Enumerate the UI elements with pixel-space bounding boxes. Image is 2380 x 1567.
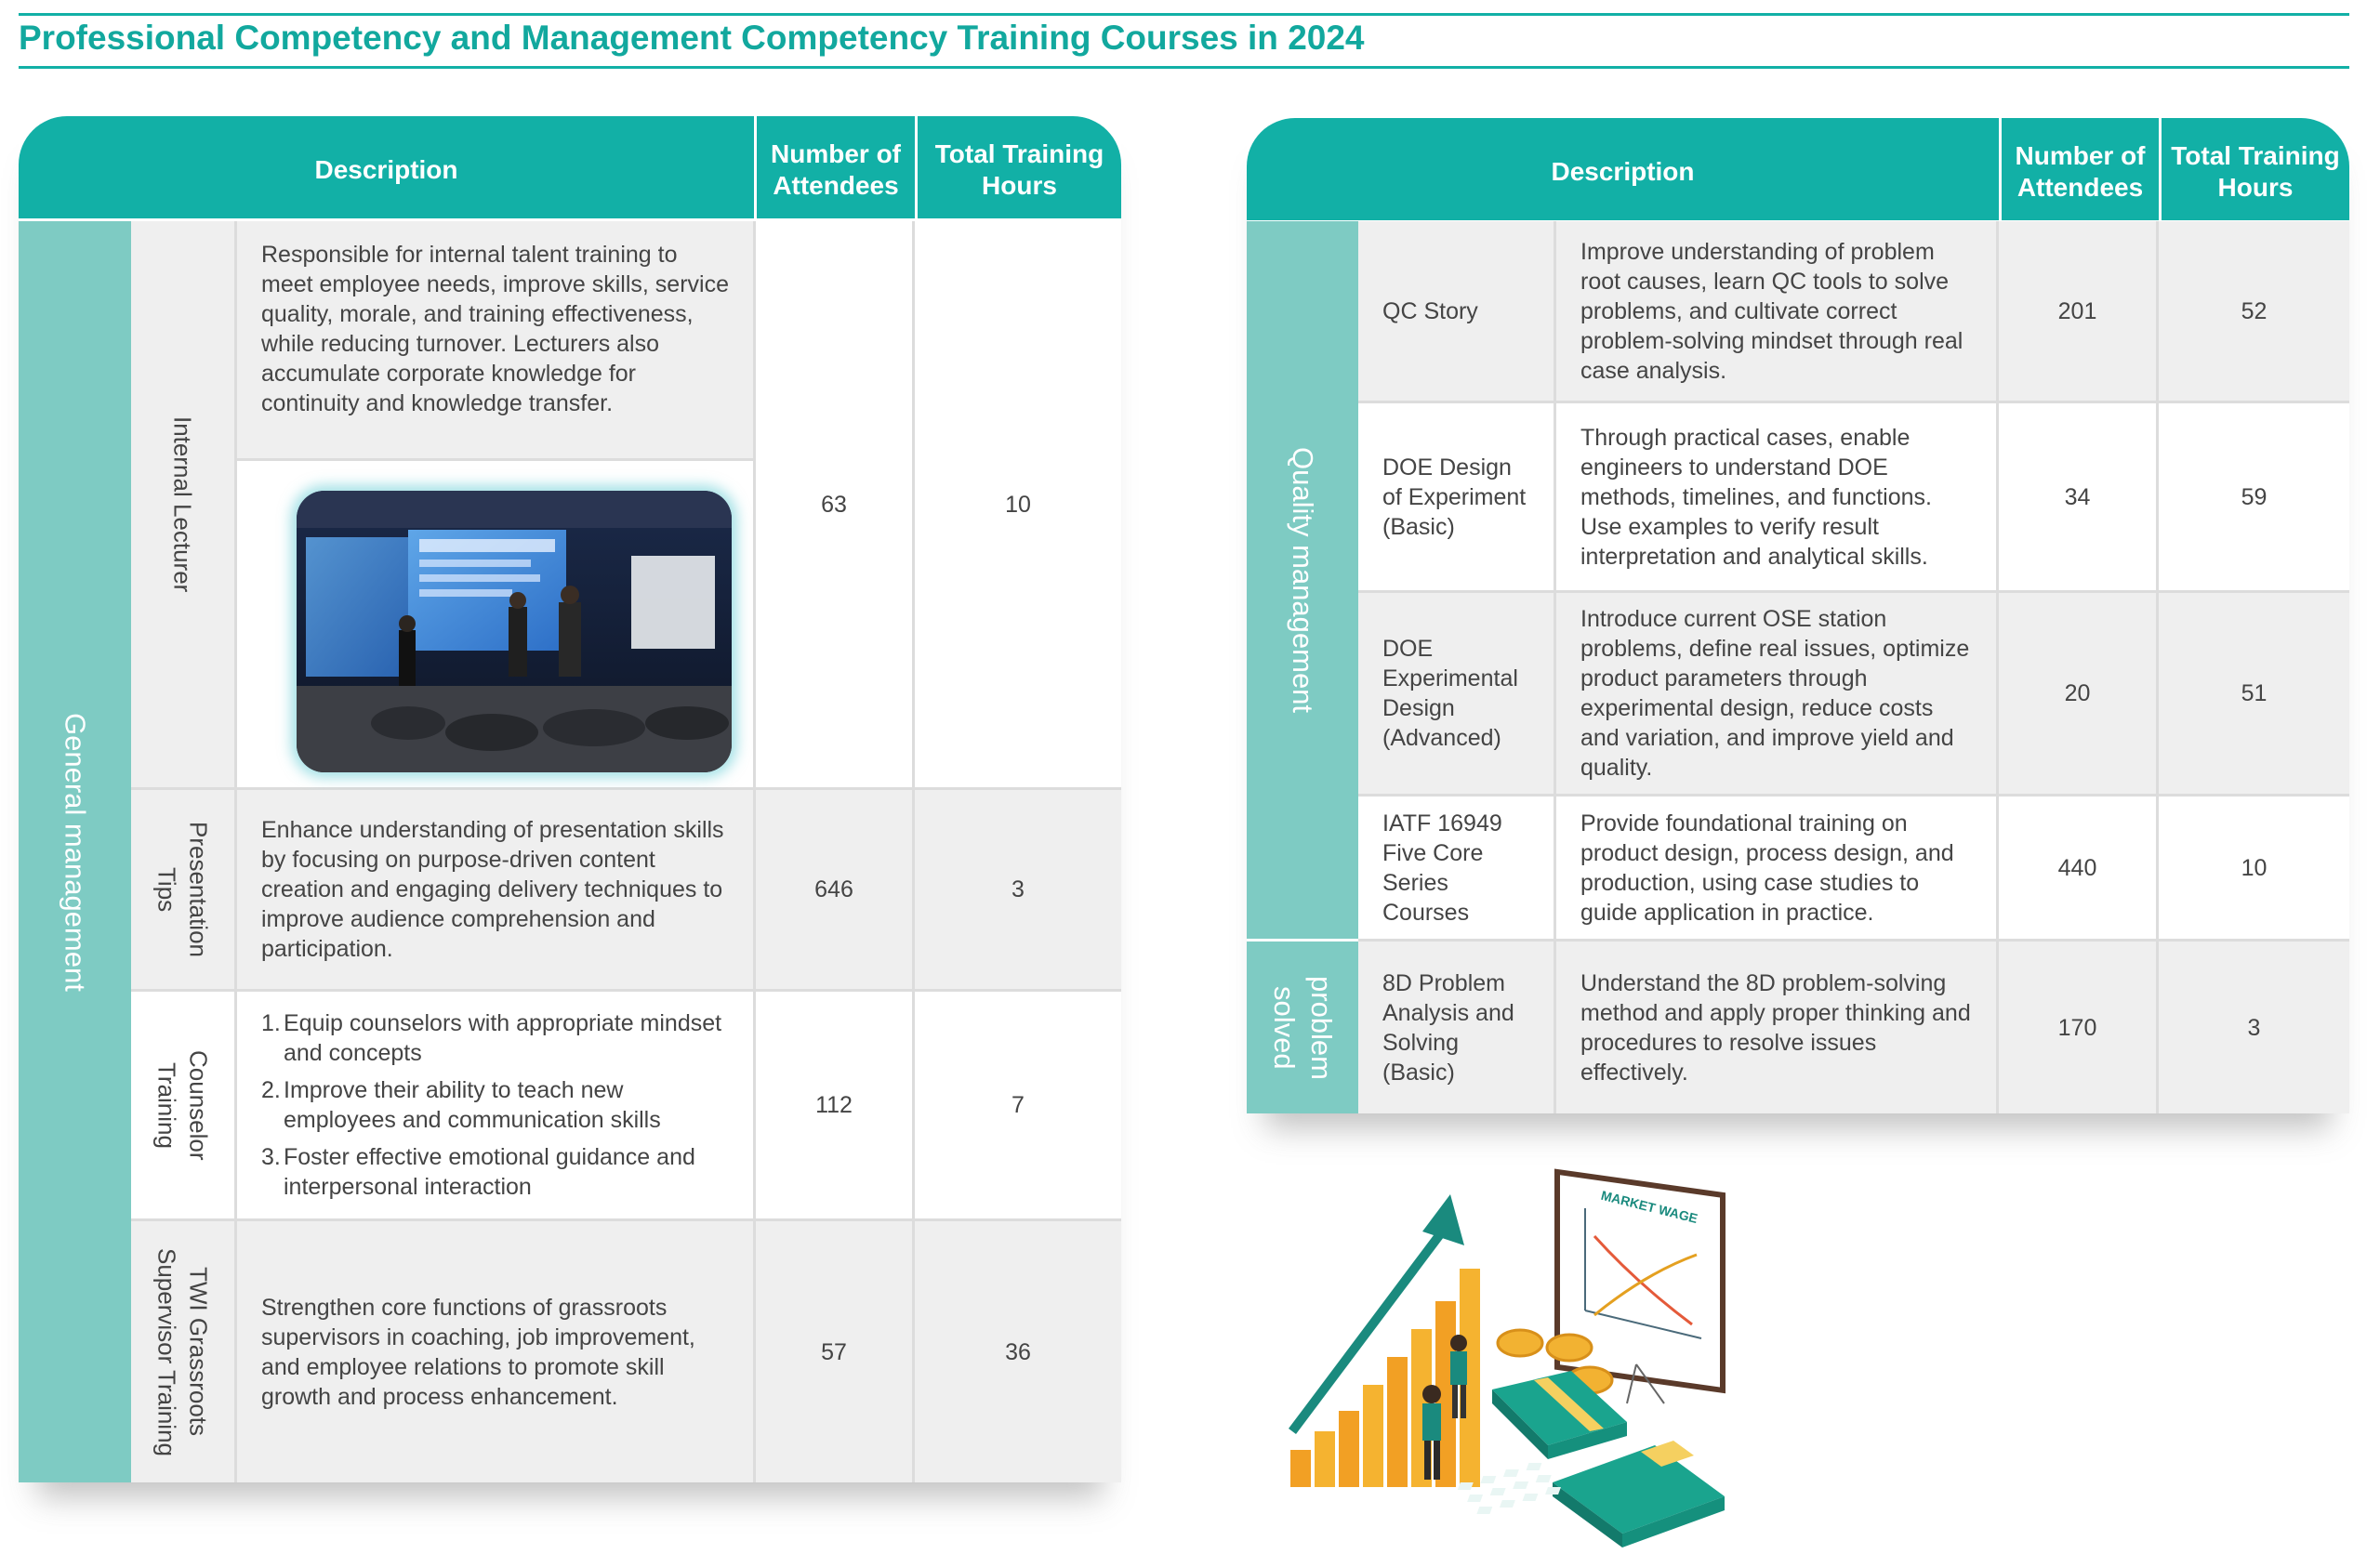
course-name-cell <box>131 221 237 787</box>
course-name: Internal Lecturer <box>168 415 197 593</box>
person-icon <box>1450 1335 1467 1418</box>
course-description: Enhance understanding of presentation skills by focusing on purpose-driven content creation and engaging delivery techniques to improve audience comprehension and participation. <box>237 790 756 989</box>
course-name: 8D Problem Analysis and Solving (Basic) <box>1358 942 1556 1113</box>
course-description: Responsible for internal talent training to meet employee needs, improve skills, service quality, morale, and training effectiveness, while reducing turnover. Lecturers also accumulate corporate knowledge for continuity and knowledge transfer. <box>237 221 753 461</box>
table-header <box>1247 118 2349 220</box>
course-description: Strengthen core functions of grassroots supervisors in coaching, job improvement, and employee relations to promote skill growth and process enhancement. <box>237 1221 756 1482</box>
course-name-cell <box>131 1221 237 1482</box>
title-top-rule <box>19 13 2349 16</box>
table-row <box>131 1221 1121 1482</box>
attendees-value: 57 <box>756 1221 915 1482</box>
hours-value: 10 <box>2241 854 2268 881</box>
table-row <box>1358 221 2349 403</box>
course-objectives <box>237 992 756 1218</box>
hours-value: 36 <box>1005 1338 1031 1365</box>
list-item: 1. Equip counselors with appropriate mindset and concepts <box>261 1010 722 1066</box>
table-row <box>1358 942 2349 1113</box>
attendees-value: 63 <box>756 221 915 787</box>
header-description: Description <box>1551 157 1695 186</box>
course-name: IATF 16949 Five Core Series Courses <box>1358 797 1556 939</box>
list-item: 2. Improve their ability to teach new employees and communication skills <box>261 1077 661 1133</box>
category-problem-solved <box>1247 942 1358 1113</box>
header-attendees: Number of Attendees <box>754 116 915 218</box>
course-description: Provide foundational training on product design, process design, and production, using case studies to guide application in practice. <box>1556 797 1999 939</box>
board-label: MARKET WAGE <box>1599 1187 1699 1227</box>
list-item: 3. Foster effective emotional guidance and interpersonal interaction <box>261 1144 695 1200</box>
category-label: problem solved <box>1268 975 1338 1080</box>
table-row <box>131 790 1121 992</box>
attendees-value: 170 <box>1999 942 2159 1113</box>
hours-value: 52 <box>2241 297 2268 324</box>
title-bottom-rule <box>19 66 2349 69</box>
page-title: Professional Competency and Management Competency Training Courses in 2024 <box>19 19 1365 57</box>
hours-value: 7 <box>1012 1092 1025 1118</box>
attendees-value: 440 <box>1999 797 2159 939</box>
finance-illustration <box>1274 1152 1757 1561</box>
course-name: TWI Grassroots Supervisor Training <box>152 1247 213 1456</box>
training-session-photo <box>297 491 732 772</box>
attendees-value: 201 <box>1999 221 2159 401</box>
header-description: Description <box>314 155 458 184</box>
category-general-management <box>19 221 131 1482</box>
hours-value: 51 <box>2241 680 2268 706</box>
course-description: Through practical cases, enable engineers to understand DOE methods, timelines, and functions. Use examples to verify result interpretation and analytical skills. <box>1556 403 1999 590</box>
attendees-value: 34 <box>1999 403 2159 590</box>
course-description: Improve understanding of problem root causes, learn QC tools to solve problems, and cultivate correct problem-solving mindset through real case analysis. <box>1556 221 1999 401</box>
course-name: DOE Experimental Design (Advanced) <box>1358 593 1556 794</box>
table-row <box>131 992 1121 1221</box>
table-header <box>19 116 1121 218</box>
description-cell <box>237 221 756 787</box>
hours-value: 3 <box>1012 876 1025 902</box>
objective-list <box>261 1008 734 1202</box>
category-label: General management <box>59 712 92 992</box>
course-name-cell <box>131 992 237 1218</box>
course-name: Counselor Training <box>152 1049 213 1161</box>
attendees-value: 20 <box>1999 593 2159 794</box>
attendees-value: 646 <box>756 790 915 989</box>
hours-value: 3 <box>2247 1014 2261 1041</box>
general-management-table <box>19 116 1121 1482</box>
header-hours: Total Training Hours <box>2159 118 2349 220</box>
table-row <box>1358 797 2349 942</box>
hours-value: 59 <box>2241 483 2268 510</box>
header-attendees: Number of Attendees <box>1999 118 2159 220</box>
category-label: Quality management <box>1287 446 1319 714</box>
category-quality-management <box>1247 221 1358 939</box>
table-row <box>1358 403 2349 593</box>
course-description: Understand the 8D problem-solving method and apply proper thinking and procedures to resolve issues effectively. <box>1556 942 1999 1113</box>
table-row <box>1358 593 2349 797</box>
calculator-icon <box>1458 1441 1725 1547</box>
attendees-value: 112 <box>756 992 915 1218</box>
classroom-photo-image <box>297 491 732 772</box>
course-name-cell <box>131 790 237 989</box>
hours-value: 10 <box>1005 491 1031 518</box>
course-name: QC Story <box>1358 221 1556 401</box>
quality-management-table <box>1247 118 2349 1113</box>
course-description: Introduce current OSE station problems, define real issues, optimize product parameters through experimental design, reduce costs and variation, and improve yield and quality. <box>1556 593 1999 794</box>
course-name: DOE Design of Experiment (Basic) <box>1358 403 1556 590</box>
course-name: Presentation Tips <box>152 822 213 957</box>
header-hours: Total Training Hours <box>915 116 1121 218</box>
table-row <box>131 221 1121 790</box>
